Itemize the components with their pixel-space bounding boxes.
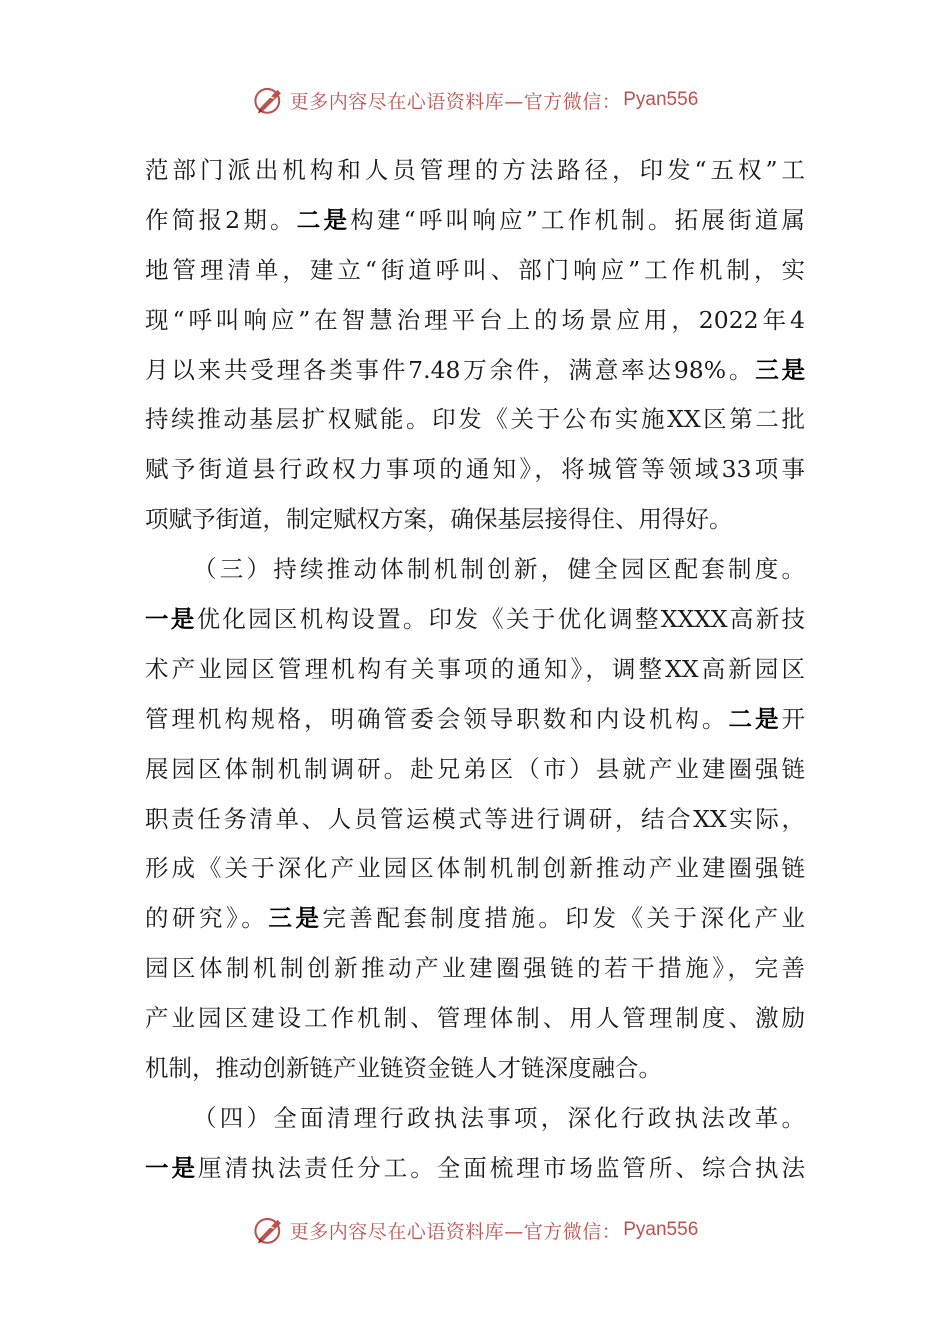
bold-lead-text: 一是: [145, 1153, 199, 1182]
line-text: 开: [781, 704, 806, 733]
line-text: 现“呼叫响应”在智慧治理平台上的场景应用，2022年4: [145, 305, 805, 334]
line-text: 机制，推动创新链产业链资金链人才链深度融合。: [145, 1054, 662, 1083]
pen-logo-icon: [252, 83, 286, 117]
pen-logo-icon: [252, 1213, 286, 1247]
line-text: 形成《关于深化产业园区体制机制创新推动产业建圈强链: [145, 854, 805, 883]
paragraph-line: [145, 545, 805, 595]
paragraph-line: [145, 1144, 805, 1194]
bold-lead-text: 三是: [268, 904, 323, 933]
document-body: [145, 146, 805, 1194]
line-text: 管理机构规格，明确管委会领导职数和内设机构。: [145, 704, 729, 733]
watermark-text: 更多内容尽在心语资料库—官方微信：: [289, 1220, 622, 1243]
line-text: 产业园区建设工作机制、管理体制、用人管理制度、激励: [145, 1004, 805, 1033]
watermark-footer: [0, 1210, 950, 1250]
watermark-header: [0, 80, 950, 120]
paragraph-line: [145, 346, 805, 396]
paragraph-line: [145, 994, 805, 1044]
line-text: 厘清执法责任分工。全面梳理市场监管所、综合执法: [198, 1153, 806, 1182]
line-text: （四）全面清理行政执法事项，深化行政执法改革。: [193, 1103, 805, 1132]
line-text: 构建“呼叫响应”工作机制。拓展街道属: [350, 205, 806, 234]
paragraph-line: [145, 495, 805, 545]
paragraph-line: [145, 445, 805, 495]
paragraph-line: [145, 894, 805, 944]
line-text: 的研究》。: [145, 904, 269, 933]
line-text: 赋予街道县行政权力事项的通知》，将城管等领域33项事: [145, 455, 805, 484]
line-text: 园区体制机制创新推动产业建圈强链的若干措施》，完善: [145, 954, 805, 983]
paragraph-line: [145, 595, 805, 645]
line-text: 作简报2期。: [145, 205, 297, 234]
line-text: （三）持续推动体制机制创新，健全园区配套制度。: [193, 555, 805, 584]
line-text: 术产业园区管理机构有关事项的通知》，调整XX高新园区: [145, 654, 805, 683]
line-text: 优化园区机构设置。印发《关于优化调整XXXX高新技: [196, 605, 806, 634]
watermark-wechat-id: Pyan556: [623, 1219, 699, 1240]
line-text: 项赋予街道，制定赋权方案，确保基层接得住、用得好。: [145, 505, 733, 534]
line-text: 职责任务清单、人员管运模式等进行调研，结合XX实际，: [145, 804, 805, 833]
watermark-wechat-id: Pyan556: [623, 89, 699, 110]
watermark-text: 更多内容尽在心语资料库—官方微信：: [289, 90, 622, 113]
paragraph-line: [145, 1094, 805, 1144]
bold-lead-text: 一是: [145, 605, 197, 634]
line-text: 范部门派出机构和人员管理的方法路径，印发“五权”工: [145, 156, 805, 184]
paragraph-line: [145, 645, 805, 695]
paragraph-line: [145, 795, 805, 845]
paragraph-line: [145, 246, 805, 296]
paragraph-line: [145, 745, 805, 795]
paragraph-line: [145, 296, 805, 346]
line-text: 展园区体制机制调研。赴兄弟区（市）县就产业建圈强链: [145, 754, 805, 783]
paragraph-line: [145, 844, 805, 894]
paragraph-line: [145, 395, 805, 445]
bold-lead-text: 二是: [728, 704, 782, 733]
line-text: 持续推动基层扩权赋能。印发《关于公布实施XX区第二批: [145, 405, 805, 434]
paragraph-line: [145, 1044, 805, 1094]
line-text: 地管理清单，建立“街道呼叫、部门响应”工作机制，实: [145, 255, 805, 284]
paragraph-line: [145, 146, 805, 196]
bold-lead-text: 三是: [755, 355, 806, 384]
paragraph-line: [145, 695, 805, 745]
line-text: 月以来共受理各类事件7.48万余件，满意率达98%。: [145, 355, 756, 384]
line-text: 完善配套制度措施。印发《关于深化产业: [322, 904, 806, 933]
bold-lead-text: 二是: [296, 205, 351, 234]
paragraph-line: [145, 196, 805, 246]
paragraph-line: [145, 944, 805, 994]
